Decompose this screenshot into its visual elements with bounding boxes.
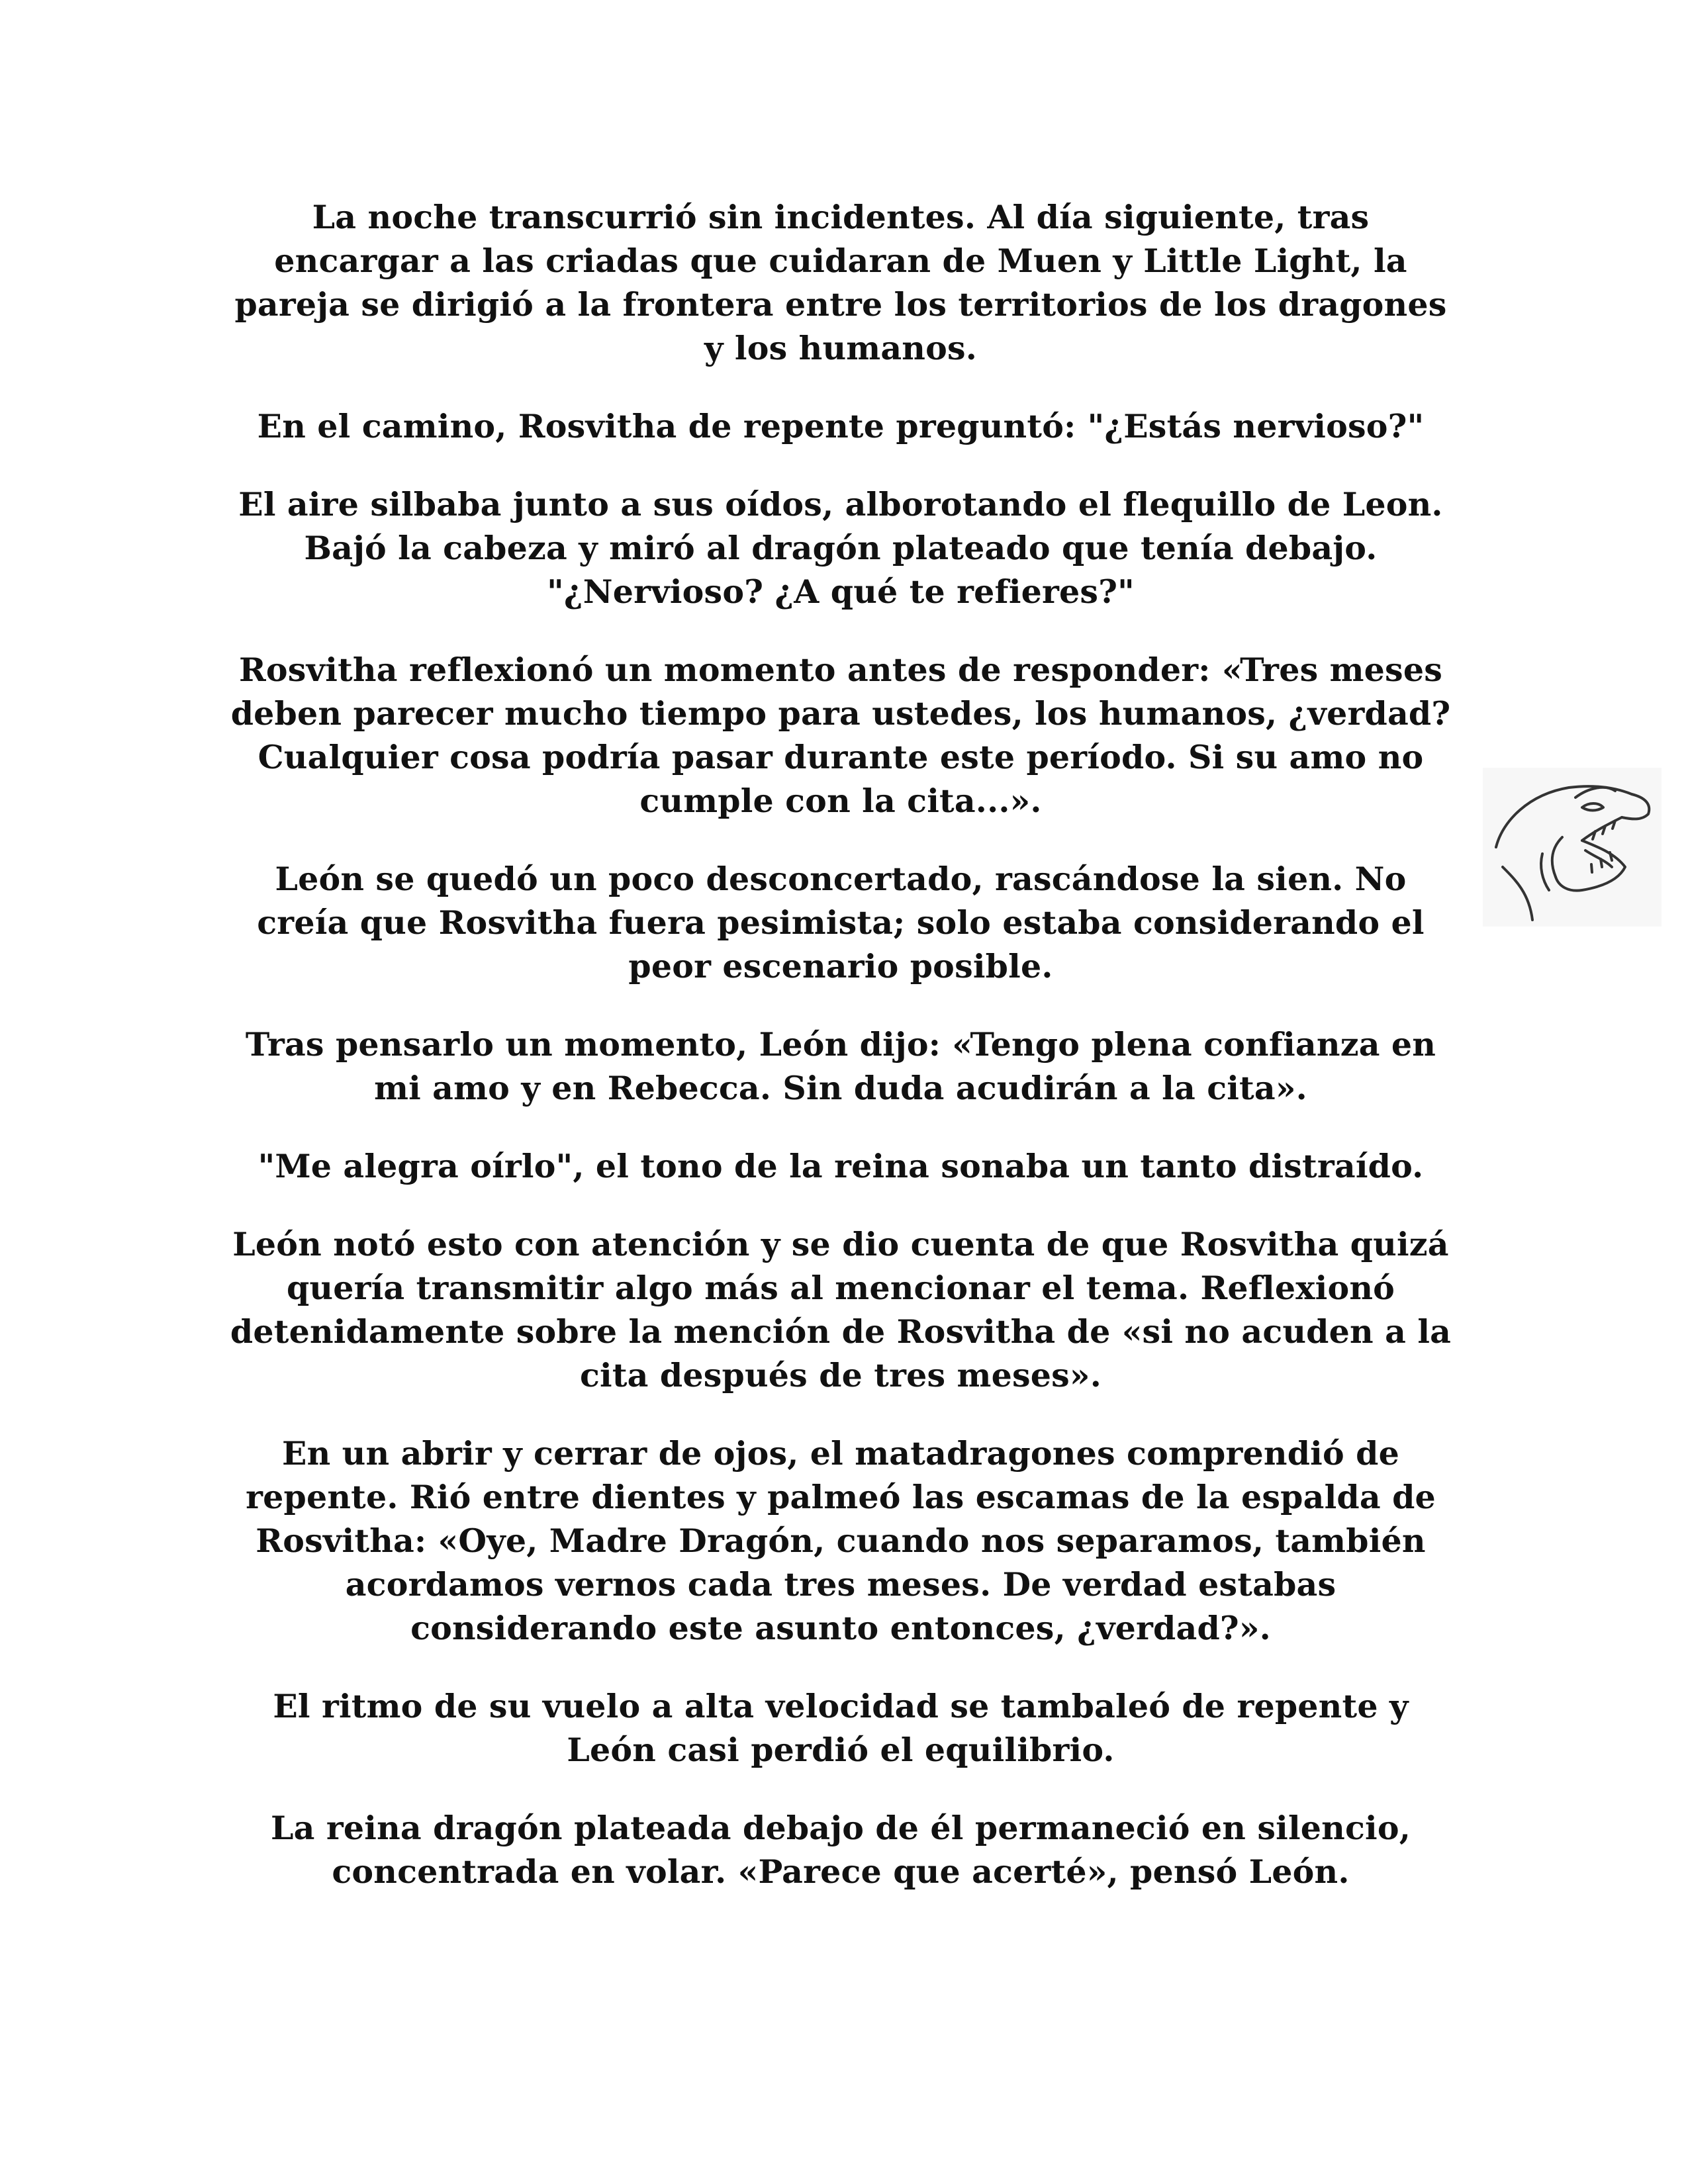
paragraph-3: El aire silbaba junto a sus oídos, alborotando el flequillo de Leon. Bajó la cabeza y miró al dragón plateado que tenía debajo. "¿Nervioso? ¿A qué te refieres?" bbox=[238, 485, 1443, 611]
dragon-head-sketch-icon bbox=[1483, 768, 1662, 927]
paragraph-11: La reina dragón plateada debajo de él permaneció en silencio, concentrada en volar. «Parece que acerté», pensó León. bbox=[271, 1809, 1411, 1891]
document-body bbox=[225, 195, 1456, 1928]
paragraph-1: La noche transcurrió sin incidentes. Al día siguiente, tras encargar a las criadas que cuidaran de Muen y Little Light, la pareja se dirigió a la frontera entre los territorios de los dragones y los humanos. bbox=[234, 198, 1447, 367]
paragraph-7: "Me alegra oírlo", el tono de la reina sonaba un tanto distraído. bbox=[258, 1147, 1424, 1185]
paragraph-6: Tras pensarlo un momento, León dijo: «Tengo plena confianza en mi amo y en Rebecca. Sin duda acudirán a la cita». bbox=[245, 1025, 1436, 1107]
paragraph-4: Rosvitha reflexionó un momento antes de responder: «Tres meses deben parecer mucho tiempo para ustedes, los humanos, ¿verdad? Cualquier cosa podría pasar durante este período. Si su amo no cumple con la cita...». bbox=[230, 651, 1451, 820]
paragraph-10: El ritmo de su vuelo a alta velocidad se tambaleó de repente y León casi perdió el equilibrio. bbox=[273, 1687, 1409, 1769]
paragraph-8: León notó esto con atención y se dio cuenta de que Rosvitha quizá quería transmitir algo más al mencionar el tema. Reflexionó detenidamente sobre la mención de Rosvitha de «si no acuden a la cita después de tres meses». bbox=[230, 1225, 1452, 1394]
paragraph-9: En un abrir y cerrar de ojos, el matadragones comprendió de repente. Rió entre dientes y palmeó las escamas de la espalda de Rosvitha: «Oye, Madre Dragón, cuando nos separamos, también acordamos vernos cada tres meses. De verdad estabas considerando este asunto entonces, ¿verdad?». bbox=[246, 1434, 1436, 1647]
paragraph-2: En el camino, Rosvitha de repente preguntó: "¿Estás nervioso?" bbox=[257, 407, 1425, 445]
paragraph-5: León se quedó un poco desconcertado, rascándose la sien. No creía que Rosvitha fuera pesimista; solo estaba considerando el peor escenario posible. bbox=[257, 860, 1425, 985]
